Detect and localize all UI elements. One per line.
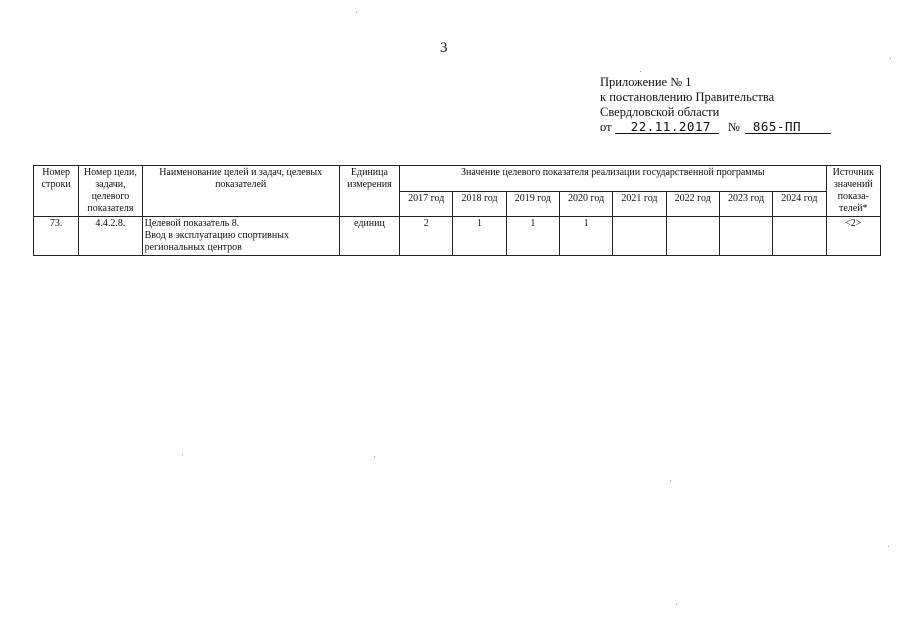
- cell-value-2019: 1: [506, 217, 559, 256]
- header-year: 2018 год: [453, 191, 506, 217]
- cell-name: [142, 217, 339, 256]
- cell-value-2017: 2: [400, 217, 453, 256]
- header-unit: Единица измерения: [339, 166, 399, 217]
- cell-value-2023: [719, 217, 772, 256]
- header-row-num: Номер строки: [34, 166, 79, 217]
- header-year: 2023 год: [719, 191, 772, 217]
- scan-speck: [890, 58, 891, 59]
- appendix-region: Свердловской области: [600, 105, 720, 119]
- appendix-resolution: к постановлению Правительства: [600, 90, 775, 104]
- header-year: 2019 год: [506, 191, 559, 217]
- header-year: 2020 год: [559, 191, 612, 217]
- cell-goal-num: 4.4.2.8.: [79, 217, 142, 256]
- number-value: 865-ПП: [745, 120, 831, 134]
- header-year: 2024 год: [773, 191, 826, 217]
- cell-unit: единиц: [339, 217, 399, 256]
- scan-speck: [356, 12, 357, 13]
- scan-speck: [888, 546, 889, 547]
- header-values-group: Значение целевого показателя реализации государственной программы: [400, 166, 826, 192]
- scan-speck: [670, 480, 671, 481]
- indicator-title: Целевой показатель 8.: [144, 218, 240, 229]
- page-number: 3: [440, 40, 448, 56]
- header-goal-num: Номер цели, задачи, целевого показателя: [79, 166, 142, 217]
- scan-speck: [676, 604, 677, 605]
- header-source: Источник значений показа-телей*: [826, 166, 880, 217]
- header-row-1: [34, 166, 881, 192]
- appendix-date-line: [600, 120, 831, 135]
- header-year: 2022 год: [666, 191, 719, 217]
- header-year: 2021 год: [613, 191, 666, 217]
- cell-row-num: 73.: [34, 217, 79, 256]
- cell-value-2018: 1: [453, 217, 506, 256]
- cell-value-2021: [613, 217, 666, 256]
- cell-value-2022: [666, 217, 719, 256]
- cell-value-2024: [773, 217, 826, 256]
- indicators-table: [33, 165, 881, 256]
- scan-speck: [640, 71, 641, 72]
- indicator-description: Ввод в эксплуатацию спортивных региональных центров: [144, 230, 289, 253]
- date-value: 22.11.2017: [615, 120, 719, 134]
- appendix-title: Приложение № 1: [600, 75, 692, 89]
- cell-source: <2>: [826, 217, 880, 256]
- date-prefix: от: [600, 120, 612, 134]
- header-name: Наименование целей и задач, целевых показателей: [142, 166, 339, 217]
- header-year: 2017 год: [400, 191, 453, 217]
- appendix-header: [600, 75, 831, 135]
- table-row: [34, 217, 881, 256]
- cell-value-2020: 1: [559, 217, 612, 256]
- number-prefix: №: [727, 120, 740, 134]
- scan-speck: [182, 454, 183, 455]
- scan-speck: [374, 456, 375, 457]
